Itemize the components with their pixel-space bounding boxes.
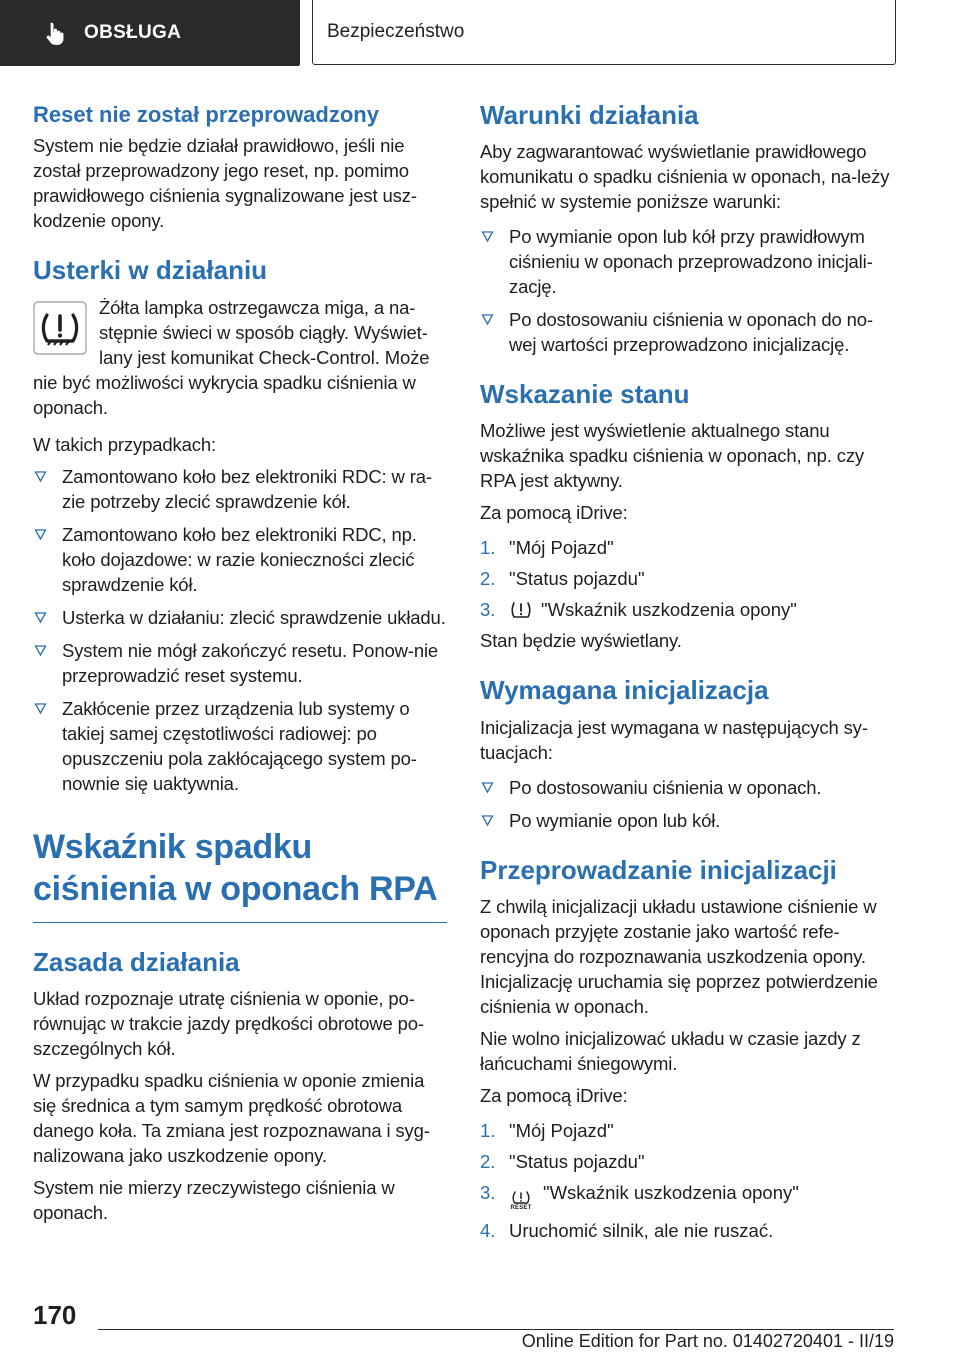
step-number: 1. xyxy=(480,1119,496,1141)
cases-intro: W takich przypadkach: xyxy=(33,433,216,455)
list-item xyxy=(33,464,447,514)
list-item-text: Po wymianie opon lub kół. xyxy=(509,809,721,831)
step-number: 2. xyxy=(480,1150,496,1172)
conditions-list xyxy=(480,224,894,357)
header-section xyxy=(312,0,896,65)
list-item xyxy=(480,1218,894,1243)
init-do-idrive: Za pomocą iDrive: xyxy=(480,1084,628,1106)
triangle-bullet-icon xyxy=(481,781,494,794)
rpa-heading: Wskaźnik spadku ciśnienia w oponach RPA xyxy=(33,826,447,923)
triangle-bullet-icon xyxy=(34,528,47,541)
tire-pressure-warning-icon xyxy=(33,301,87,355)
conditions-heading: Warunki działania xyxy=(480,100,699,130)
list-item xyxy=(480,597,894,622)
footer-edition: Online Edition for Part no. 01402720401 - II/19 xyxy=(521,1331,894,1351)
init-do-heading: Przeprowadzanie inicjalizacji xyxy=(480,854,837,885)
faults-paragraph: Żółta lampka ostrzegawcza miga, a na-stępnie świeci w sposób ciągły. Wyświet-lany jest komunikat Check-Control. Może nie być możliwości wykrycia spadku ciśnienia w oponach. xyxy=(33,296,430,418)
tire-warning-small-icon xyxy=(509,600,533,620)
header-tab xyxy=(0,0,300,66)
header-tab-label: OBSŁUGA xyxy=(84,22,182,43)
list-item-text: Zamontowano koło bez elektroniki RDC, np. koło dojazdowe: w razie konieczności zlecić sprawdzenie kół. xyxy=(62,523,417,595)
tire-outline-icon xyxy=(510,1191,532,1205)
header-section-label: Bezpieczeństwo xyxy=(327,21,465,42)
step-text: "Status pojazdu" xyxy=(509,568,645,590)
status-idrive: Za pomocą iDrive: xyxy=(480,502,628,524)
triangle-bullet-icon xyxy=(481,313,494,326)
status-paragraph: Możliwe jest wyświetlenie aktualnego stanu wskaźnika spadku ciśnienia w oponach, np. czy RPA jest aktywny. xyxy=(480,420,865,492)
triangle-bullet-icon xyxy=(34,644,47,657)
list-item xyxy=(480,775,894,800)
list-item xyxy=(480,566,894,591)
list-item-text: Zamontowano koło bez elektroniki RDC: w ra-zie potrzeby zlecić sprawdzenie kół. xyxy=(62,465,432,512)
principle-heading: Zasada działania xyxy=(33,946,240,977)
status-steps xyxy=(480,535,894,622)
list-item-text: Zakłócenie przez urządzenia lub systemy o takiej samej częstotliwości radiowej: po opuszczeniu pola zakłócającego system po-nownie się uaktywnia. xyxy=(62,697,417,794)
init-do-paragraph-2: Nie wolno inicjalizować układu w czasie jazdy z łańcuchami śniegowymi. xyxy=(480,1027,861,1074)
step-text: "Status pojazdu" xyxy=(509,1150,645,1172)
init-steps xyxy=(480,1118,894,1243)
triangle-bullet-icon xyxy=(34,702,47,715)
step-text: Uruchomić silnik, ale nie ruszać. xyxy=(509,1219,774,1241)
cases-list xyxy=(33,464,447,796)
init-do-paragraph-1: Z chwilą inicjalizacji układu ustawione ciśnienie w oponach przyjęte zostanie jako wartość refe-rencyjna do rozpoznawania uszkodzenia opony. Inicjalizację uruchamia się poprzez potwierdzenie ciśnienia w oponach. xyxy=(480,895,878,1017)
right-column xyxy=(480,100,894,1249)
step-number: 3. xyxy=(480,599,496,621)
page-number: 170 xyxy=(33,1300,77,1330)
list-item-text: Po dostosowaniu ciśnienia w oponach. xyxy=(509,776,822,798)
status-heading: Wskazanie stanu xyxy=(480,379,690,410)
footer-divider xyxy=(98,1329,894,1330)
triangle-bullet-icon xyxy=(481,230,494,243)
list-item xyxy=(33,696,447,796)
triangle-bullet-icon xyxy=(481,814,494,827)
step-number: 3. xyxy=(480,1181,496,1203)
list-item-text: Usterka w działaniu: zlecić sprawdzenie układu. xyxy=(62,606,446,628)
left-column xyxy=(33,100,447,1232)
list-item xyxy=(480,307,894,357)
step-text: "Mój Pojazd" xyxy=(509,1119,614,1141)
reset-paragraph: System nie będzie działał prawidłowo, jeśli nie został przeprowadzony jego reset, np. pomimo prawidłowego ciśnienia sygnalizowane jest usz-kodzenie opony. xyxy=(33,135,417,232)
list-item-text: System nie mógł zakończyć resetu. Ponow-nie przeprowadzić reset systemu. xyxy=(62,639,439,686)
step-number: 2. xyxy=(480,568,496,590)
status-result: Stan będzie wyświetlany. xyxy=(480,630,682,652)
step-text: "Wskaźnik uszkodzenia opony" xyxy=(541,599,797,621)
tire-reset-icon xyxy=(509,1191,533,1212)
triangle-bullet-icon xyxy=(34,611,47,624)
init-required-heading: Wymagana inicjalizacja xyxy=(480,675,769,706)
step-number: 4. xyxy=(480,1219,496,1241)
list-item xyxy=(480,1118,894,1143)
reset-icon-label: RESET xyxy=(510,1204,532,1211)
list-item-text: Po dostosowaniu ciśnienia w oponach do no-wej wartości przeprowadzono inicjalizację. xyxy=(509,309,873,356)
list-item xyxy=(33,605,447,630)
principle-paragraph-3: System nie mierzy rzeczywistego ciśnienia w oponach. xyxy=(33,1176,395,1223)
list-item xyxy=(480,535,894,560)
step-text: "Mój Pojazd" xyxy=(509,537,614,559)
list-item xyxy=(33,638,447,688)
principle-paragraph-2: W przypadku spadku ciśnienia w oponie zmienia się średnica a tym samym prędkość obrotowa danego koła. Ta zmiana jest rozpoznawana i syg-nalizowana jako uszkodzenie opony. xyxy=(33,1069,430,1166)
step-number: 1. xyxy=(480,537,496,559)
principle-paragraph-1: Układ rozpoznaje utratę ciśnienia w oponie, po-równując w trakcie jazdy prędkości obrotowe po-szczególnych kół. xyxy=(33,987,424,1059)
hand-pointer-icon xyxy=(42,20,68,46)
list-item xyxy=(480,1149,894,1174)
init-required-list xyxy=(480,775,894,833)
list-item xyxy=(480,1180,894,1212)
init-required-paragraph: Inicjalizacja jest wymagana w następujących sy-tuacjach: xyxy=(480,716,868,763)
triangle-bullet-icon xyxy=(34,470,47,483)
list-item xyxy=(33,522,447,597)
list-item xyxy=(480,808,894,833)
list-item-text: Po wymianie opon lub kół przy prawidłowym ciśnieniu w oponach przeprowadzono inicjali-zację. xyxy=(509,226,873,298)
list-item xyxy=(480,224,894,299)
reset-heading: Reset nie został przeprowadzony xyxy=(33,102,379,127)
step-text: "Wskaźnik uszkodzenia opony" xyxy=(543,1181,799,1203)
faults-heading: Usterki w działaniu xyxy=(33,255,268,286)
faults-block xyxy=(33,295,447,420)
conditions-paragraph: Aby zagwarantować wyświetlanie prawidłowego komunikatu o spadku ciśnienia w oponach, na-leży spełnić w systemie poniższe warunki: xyxy=(480,141,890,213)
